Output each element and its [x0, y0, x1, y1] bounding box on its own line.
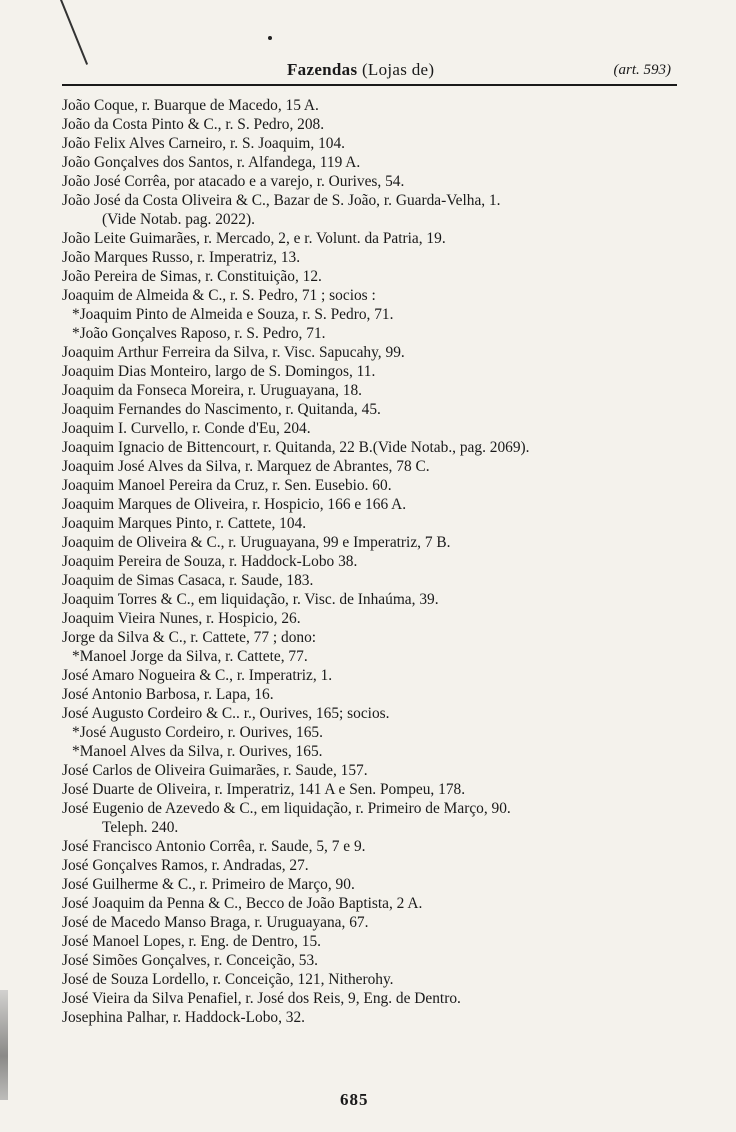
directory-entry: Joaquim José Alves da Silva, r. Marquez de Abrantes, 78 C. [62, 458, 430, 475]
directory-entry: João Coque, r. Buarque de Macedo, 15 A. [62, 97, 319, 114]
directory-entry: José Duarte de Oliveira, r. Imperatriz, 141 A e Sen. Pompeu, 178. [62, 781, 466, 798]
directory-entry: João Leite Guimarães, r. Mercado, 2, e r. Volunt. da Patria, 19. [62, 230, 446, 247]
directory-entry: Joaquim de Simas Casaca, r. Saude, 183. [62, 572, 314, 589]
ink-speck [268, 36, 272, 40]
directory-entry: Teleph. 240. [102, 819, 179, 836]
directory-entry: João Gonçalves dos Santos, r. Alfandega, 119 A. [62, 154, 361, 171]
directory-entry: Joaquim Manoel Pereira da Cruz, r. Sen. Eusebio. 60. [62, 477, 392, 494]
directory-entry: José de Souza Lordello, r. Conceição, 121, Nitherohy. [62, 971, 394, 988]
directory-entry: João Felix Alves Carneiro, r. S. Joaquim, 104. [62, 135, 345, 152]
directory-entry: José Vieira da Silva Penafiel, r. José dos Reis, 9, Eng. de Dentro. [62, 990, 461, 1007]
directory-entry: Joaquim Marques Pinto, r. Cattete, 104. [62, 515, 307, 532]
directory-entry: João da Costa Pinto & C., r. S. Pedro, 208. [62, 116, 325, 133]
directory-entry: João José da Costa Oliveira & C., Bazar de S. João, r. Guarda-Velha, 1. [62, 192, 501, 209]
directory-entry: Joaquim Vieira Nunes, r. Hospicio, 26. [62, 610, 301, 627]
article-reference: (art. 593) [613, 62, 671, 78]
page-title [287, 60, 434, 80]
directory-entry: José Simões Gonçalves, r. Conceição, 53. [62, 952, 319, 969]
directory-entry: José Guilherme & C., r. Primeiro de Março, 90. [62, 876, 355, 893]
directory-entry: José Carlos de Oliveira Guimarães, r. Saude, 157. [62, 762, 368, 779]
directory-entry: Joaquim Ignacio de Bittencourt, r. Quitanda, 22 B.(Vide Notab., pag. 2069). [62, 439, 530, 456]
directory-entry: João Marques Russo, r. Imperatriz, 13. [62, 249, 301, 266]
directory-entry: José de Macedo Manso Braga, r. Uruguayana, 67. [62, 914, 369, 931]
directory-entry: (Vide Notab. pag. 2022). [102, 211, 255, 228]
directory-entry: José Eugenio de Azevedo & C., em liquidação, r. Primeiro de Março, 90. [62, 800, 511, 817]
directory-entry: Joaquim Arthur Ferreira da Silva, r. Visc. Sapucahy, 99. [62, 344, 405, 361]
directory-entry: José Amaro Nogueira & C., r. Imperatriz, 1. [62, 667, 333, 684]
directory-entry: Joaquim da Fonseca Moreira, r. Uruguayana, 18. [62, 382, 363, 399]
page-number: 685 [340, 1090, 369, 1109]
page-title-rest: (Lojas de) [357, 60, 435, 79]
directory-entry: José Gonçalves Ramos, r. Andradas, 27. [62, 857, 309, 874]
directory-entry: *João Gonçalves Raposo, r. S. Pedro, 71. [72, 325, 326, 342]
directory-entry: José Joaquim da Penna & C., Becco de João Baptista, 2 A. [62, 895, 423, 912]
directory-entry: Joaquim Pereira de Souza, r. Haddock-Lobo 38. [62, 553, 358, 570]
directory-entry: Joaquim Torres & C., em liquidação, r. Visc. de Inhaúma, 39. [62, 591, 439, 608]
directory-entry: Joaquim Fernandes do Nascimento, r. Quitanda, 45. [62, 401, 381, 418]
directory-entry: *Manoel Jorge da Silva, r. Cattete, 77. [72, 648, 308, 665]
directory-entry: João Pereira de Simas, r. Constituição, 12. [62, 268, 322, 285]
directory-entry: José Antonio Barbosa, r. Lapa, 16. [62, 686, 274, 703]
header-rule [62, 84, 677, 86]
directory-entry: Joaquim de Oliveira & C., r. Uruguayana, 99 e Imperatriz, 7 B. [62, 534, 451, 551]
directory-entry: Josephina Palhar, r. Haddock-Lobo, 32. [62, 1009, 306, 1026]
directory-entry: João José Corrêa, por atacado e a varejo, r. Ourives, 54. [62, 173, 405, 190]
directory-entry: Joaquim Dias Monteiro, largo de S. Domingos, 11. [62, 363, 376, 380]
directory-entry: *Joaquim Pinto de Almeida e Souza, r. S. Pedro, 71. [72, 306, 394, 323]
directory-entry: *José Augusto Cordeiro, r. Ourives, 165. [72, 724, 323, 741]
directory-entry: Joaquim de Almeida & C., r. S. Pedro, 71 ; socios : [62, 287, 376, 304]
page-title-bold: Fazendas [287, 60, 358, 79]
corner-pen-stroke [60, 0, 88, 65]
directory-entry: José Augusto Cordeiro & C.. r., Ourives, 165; socios. [62, 705, 390, 722]
directory-entry: José Manoel Lopes, r. Eng. de Dentro, 15. [62, 933, 322, 950]
directory-entry: Jorge da Silva & C., r. Cattete, 77 ; dono: [62, 629, 317, 646]
page-header [62, 58, 677, 86]
directory-entry: *Manoel Alves da Silva, r. Ourives, 165. [72, 743, 323, 760]
directory-entries [62, 96, 682, 1027]
directory-entry: José Francisco Antonio Corrêa, r. Saude, 5, 7 e 9. [62, 838, 366, 855]
directory-entry: Joaquim I. Curvello, r. Conde d'Eu, 204. [62, 420, 311, 437]
directory-entry: Joaquim Marques de Oliveira, r. Hospicio, 166 e 166 A. [62, 496, 407, 513]
page-edge-shadow [0, 990, 8, 1100]
